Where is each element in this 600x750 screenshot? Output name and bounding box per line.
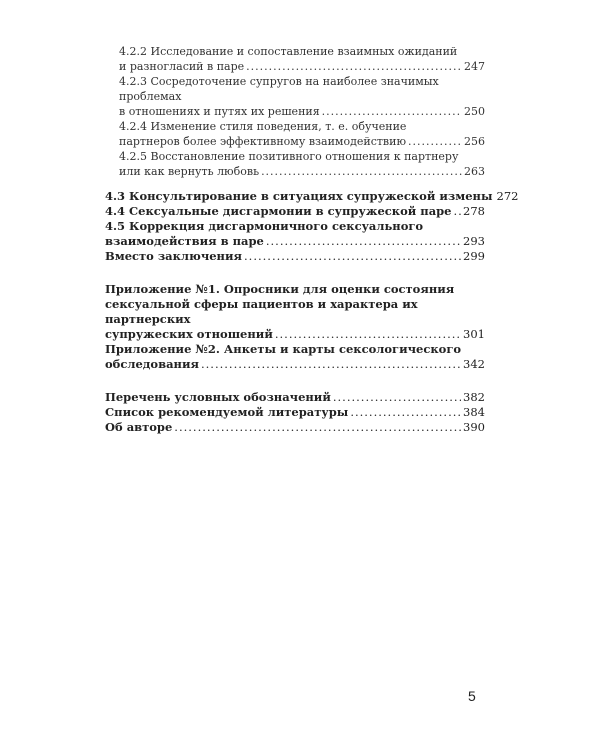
toc-entry-4-2-4[interactable] <box>119 119 485 149</box>
toc-entry-4-2-3[interactable] <box>119 74 485 119</box>
toc-entry-4-2-2[interactable] <box>119 44 485 74</box>
toc-entry-line: Приложение №1. Опросники для оценки состояния <box>105 282 455 296</box>
toc-page-number: 390 <box>463 420 485 434</box>
toc-entry-line: обследования <box>105 357 199 371</box>
dot-leader <box>333 390 461 405</box>
toc-page-number: 342 <box>463 357 485 371</box>
toc-entry-line: Приложение №2. Анкеты и карты сексологического <box>105 342 462 356</box>
table-of-contents <box>105 44 519 435</box>
toc-entry-line: или как вернуть любовь <box>119 165 260 178</box>
toc-entry-line: 4.4 Сексуальные дисгармонии в супружеской паре <box>105 204 452 218</box>
toc-entry-line: Вместо заключения <box>105 249 243 263</box>
dot-leader <box>408 134 462 149</box>
dot-leader <box>454 204 462 219</box>
toc-page-number: 272 <box>496 189 519 203</box>
toc-entry-line: сексуальной сферы пациентов и характера их партнерских <box>105 297 418 326</box>
dot-leader <box>322 104 462 119</box>
toc-entry-references[interactable] <box>105 405 485 420</box>
toc-entry-line: в отношениях и путях их решения <box>119 105 320 118</box>
toc-entry-abbreviations[interactable] <box>105 390 485 405</box>
toc-entry-line: 4.2.2 Исследование и сопоставление взаимных ожиданий <box>119 45 458 58</box>
dot-leader <box>350 405 461 420</box>
dot-leader <box>244 249 461 264</box>
toc-entry-appendix-1[interactable] <box>105 282 485 342</box>
dot-leader <box>246 59 462 74</box>
toc-page-number: 247 <box>464 60 485 73</box>
dot-leader <box>201 357 461 372</box>
toc-entry-4-4[interactable] <box>105 204 485 219</box>
toc-page-number: 293 <box>463 234 485 248</box>
dot-leader <box>174 420 461 435</box>
toc-page-number: 256 <box>464 135 485 148</box>
toc-entry-line: 4.2.4 Изменение стиля поведения, т. е. обучение <box>119 120 407 133</box>
toc-entry-line: 4.2.5 Восстановление позитивного отношения к партнеру <box>119 150 459 163</box>
toc-page-number: 301 <box>463 327 485 341</box>
toc-entry-line: Список рекомендуемой литературы <box>105 405 349 419</box>
page-number: 5 <box>468 688 476 704</box>
dot-leader <box>275 327 461 342</box>
toc-entry-line: и разногласий в паре <box>119 60 245 73</box>
toc-page-number: 384 <box>463 405 485 419</box>
toc-entry-4-3[interactable] <box>105 189 519 204</box>
toc-entry-line: супружеских отношений <box>105 327 273 341</box>
toc-entry-4-5[interactable] <box>105 219 485 249</box>
toc-entry-line: 4.2.3 Сосредоточение супругов на наиболее значимых проблемах <box>119 75 439 103</box>
toc-entry-conclusion[interactable] <box>105 249 485 264</box>
toc-page-number: 382 <box>463 390 485 404</box>
toc-page-number: 278 <box>463 204 485 218</box>
toc-page-number: 250 <box>464 105 485 118</box>
dot-leader <box>261 164 462 179</box>
toc-entry-line: 4.5 Коррекция дисгармоничного сексуального <box>105 219 424 233</box>
dot-leader <box>266 234 461 249</box>
toc-entry-line: Перечень условных обозначений <box>105 390 331 404</box>
toc-entry-appendix-2[interactable] <box>105 342 485 372</box>
toc-entry-line: взаимодействия в паре <box>105 234 264 248</box>
toc-page-number: 263 <box>464 165 485 178</box>
toc-page-number: 299 <box>463 249 485 263</box>
toc-entry-4-2-5[interactable] <box>119 149 485 179</box>
toc-entry-about-author[interactable] <box>105 420 485 435</box>
toc-entry-line: 4.3 Консультирование в ситуациях супружеской измены <box>105 189 493 203</box>
toc-entry-line: Об авторе <box>105 420 173 434</box>
toc-entry-line: партнеров более эффективному взаимодействию <box>119 135 407 148</box>
